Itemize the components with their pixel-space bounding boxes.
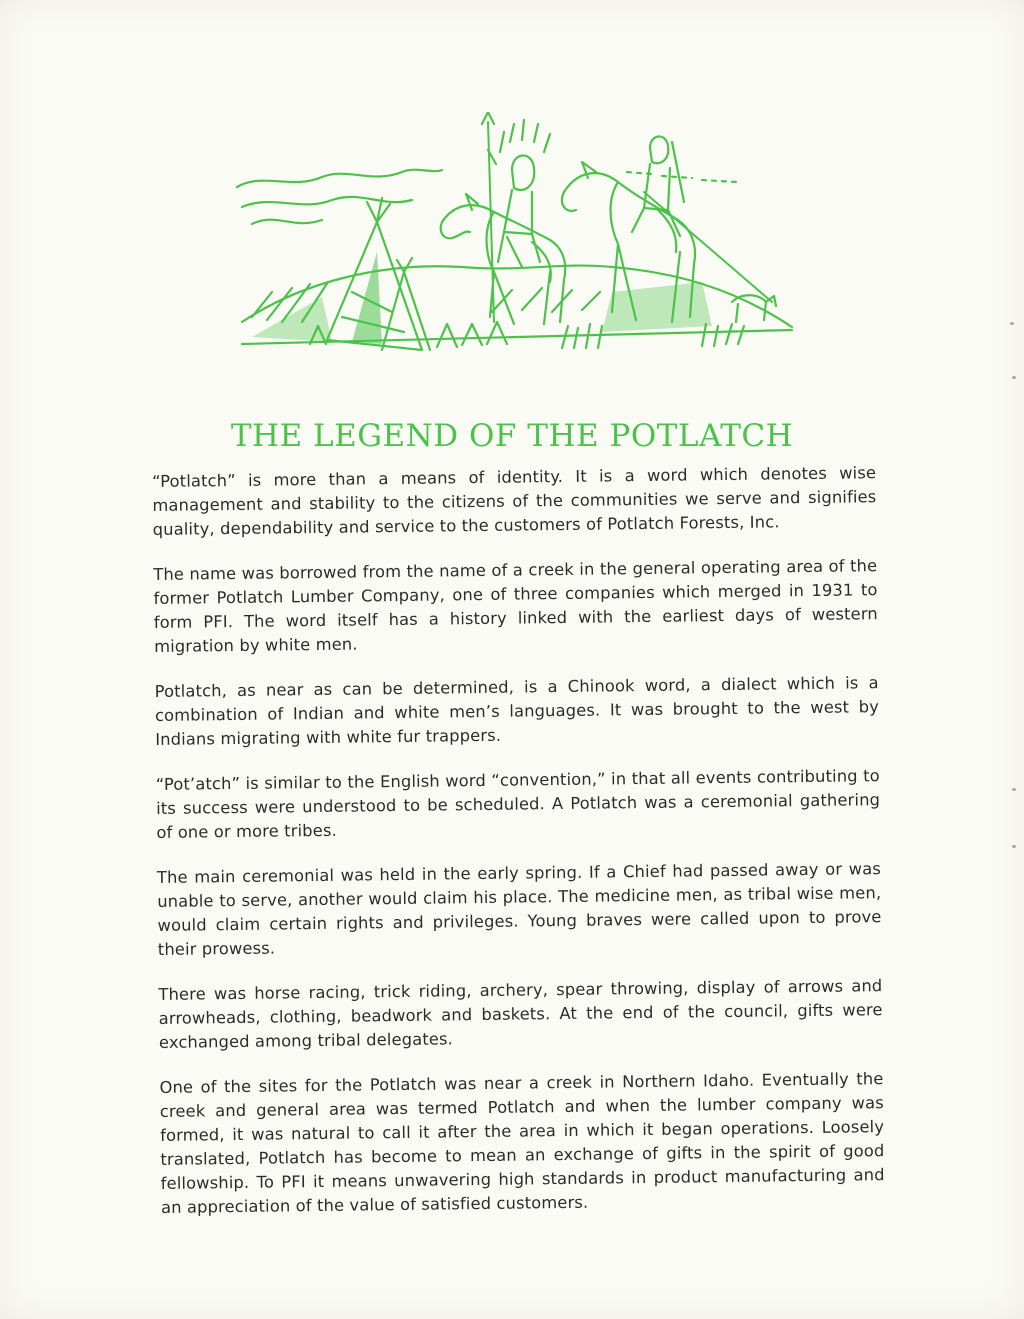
paragraph: “Pot’atch” is similar to the English word “convention,” in that all events contributing to its success were understood to be scheduled. A Potlatch was a ceremonial gathering of one or more tribes. (155, 766, 881, 842)
paper-speck (1010, 322, 1014, 325)
page-title: THE LEGEND OF THE POTLATCH (230, 418, 794, 454)
article-body (152, 461, 885, 1241)
paper-speck (1012, 845, 1016, 848)
paragraph: Potlatch, as near as can be determined, is a Chinook word, a dialect which is a combination of Indian and white men’s languages. It was brought to the west by Indians migrating with white fur trappers. (154, 673, 880, 749)
indian-horsemen-illustration (232, 112, 798, 362)
cloud-line (252, 220, 322, 224)
paper-speck (1012, 376, 1016, 379)
paragraph: The name was borrowed from the name of a creek in the general operating area of the former Potlatch Lumber Company, one of three companies which merged in 1931 to form PFI. The word itself has a history linked with the earliest days of western migration by white men. (153, 556, 878, 656)
chief-rider (512, 155, 534, 190)
paragraph: There was horse racing, trick riding, archery, spear throwing, display of arrows and arrowheads, clothing, beadwork and baskets. At the end of the council, gifts were exchanged among tribal delegates. (158, 976, 883, 1052)
paragraph: The main ceremonial was held in the early spring. If a Chief had passed away or was unable to serve, another would claim his place. The medicine men, as tribal wise men, would claim certain rights and privileges. Young braves were called upon to prove their prowess. (156, 859, 882, 959)
horse-left (441, 205, 566, 324)
paragraph: One of the sites for the Potlatch was near a creek in Northern Idaho. Eventually the creek and general area was termed Potlatch and when the lumber company was formed, it was natural to call it after the area in which it began operations. Loosely translated, Potlatch has become to mean an exchange of gifts in the spirit of good fellowship. To PFI it means unwavering high standards in product manufacturing and an appreciation of the value of satisfied customers. (159, 1069, 885, 1217)
cloud-line (237, 170, 442, 187)
paper-speck (1012, 788, 1016, 791)
cloud-line (242, 197, 412, 207)
paragraph: “Potlatch” is more than a means of identity. It is a word which denotes wise management and stability to the citizens of the communities we serve and signifies quality, dependability and service to the customers of Potlatch Forests, Inc. (152, 463, 877, 539)
rider-right (650, 136, 668, 163)
